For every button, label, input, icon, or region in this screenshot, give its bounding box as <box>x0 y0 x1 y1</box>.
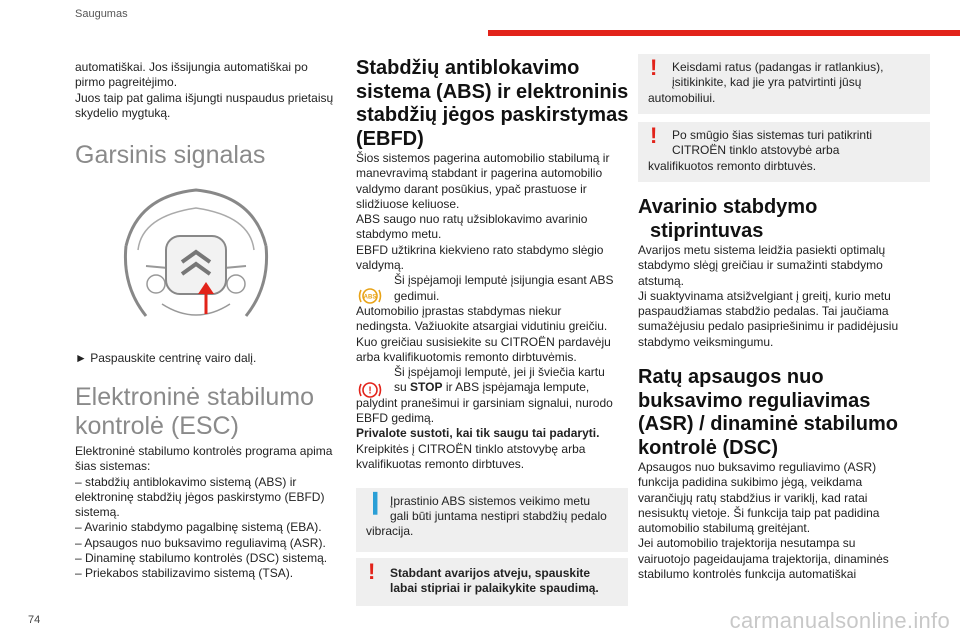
warning-note <box>356 558 628 606</box>
text-line: – Dinaminę stabilumo kontrolės (DSC) sistemą. <box>75 551 328 566</box>
text-line: Stabdant avarijos atveju, spauskite <box>390 566 591 580</box>
eba-title <box>638 196 817 243</box>
text-line: nesisuktų vietoje. Ši funkcija taip pat padidina <box>638 505 880 520</box>
text-line: EBFD užtikrina kiekvieno rato stabdymo slėgio <box>356 242 604 257</box>
text-line: gali būti juntama nestipri stabdžių pedalo <box>390 509 607 523</box>
heading-line: Stabdžių antiblokavimo <box>356 57 580 79</box>
text-line: manevravimą stabdant ir pagerina automobilio <box>356 166 603 181</box>
text-line: Įprastinio ABS sistemos veikimo metu <box>390 494 591 508</box>
heading-line: stiprintuvas <box>650 219 764 242</box>
text-line: Jei automobilio trajektorija nesutampa su <box>638 536 856 551</box>
text-line: Po smūgio šias sistemas turi patikrinti <box>672 128 873 142</box>
horn-title: Garsinis signalas <box>75 141 266 169</box>
text-line: CITROËN tinklo atstovybė arba <box>672 143 840 158</box>
text-line: Ši įspėjamoji lemputė, jei ji šviečia kartu <box>394 365 605 380</box>
text-line: valdymo darant posūkius, ypač prastuose ir <box>356 181 587 196</box>
text-line: automobiliui. <box>648 90 716 105</box>
warning-icon: ! <box>368 559 376 584</box>
svg-text:ABS: ABS <box>363 294 377 301</box>
text-line: Kuo greičiau susisiekite su CITROËN pardavėju <box>356 334 611 349</box>
heading-line: stabdžių jėgos paskirstymas <box>356 104 629 126</box>
heading-line: (ASR) / dinaminė stabilumo <box>638 413 899 435</box>
text-line: automobilio stabilumą greitėjant. <box>638 521 811 536</box>
heading-line: (EBFD) <box>356 127 424 150</box>
text-line: skydelio mygtuką. <box>75 105 171 120</box>
text-line: Ši įspėjamoji lemputė įsijungia esant ABS <box>394 273 614 288</box>
text-line: atstumą. <box>638 273 685 288</box>
svg-text:!: ! <box>368 385 372 397</box>
text-line: funkcija padidina sukibimo jėgą, veikdama <box>638 475 863 490</box>
text-line: elektroninę stabdžių jėgos paskirstymo (EBFD) <box>75 489 325 504</box>
text-span: su <box>394 380 411 395</box>
note-text <box>648 123 873 174</box>
text-line: pirmo pagreitėjimo. <box>75 75 178 90</box>
col1-intro <box>75 60 345 121</box>
heading-line: kontrolė (ESC) <box>75 412 239 440</box>
heading-line: Avarinio stabdymo <box>638 196 818 218</box>
steering-wheel-illustration <box>118 186 274 332</box>
text-span: ir ABS įspėjamąja lempute, <box>442 380 590 395</box>
warning-note-text <box>390 566 599 597</box>
text-line: gedimui. <box>394 288 440 303</box>
text-line: Juos taip pat galima išjungti nuspaudus prietaisų <box>75 90 334 105</box>
heading-line: sistema (ABS) ir elektroninis <box>356 80 629 103</box>
text-line: Avarijos metu sistema leidžia pasiekti optimalų <box>638 243 886 257</box>
text-line: – stabdžių antiblokavimo sistemą (ABS) ir <box>75 474 297 489</box>
watermark: carmanualsonline.info <box>729 608 950 633</box>
text-line: slidžiuose keliuose. <box>356 196 460 211</box>
text-line: stabilumo kontrolės funkcija automatiškai <box>638 567 857 582</box>
text-line: šias sistemas: <box>75 459 151 474</box>
text-line: sumažėjusiu pedalo pasipriešinimu ir padidėjusiu <box>638 319 899 334</box>
text-line: – Priekabos stabilizavimo sistemą (TSA). <box>75 566 294 581</box>
text-line: sistemą. <box>75 505 120 520</box>
warning-icon: ! <box>650 123 658 148</box>
text-line: EBFD gedimą. <box>356 411 435 426</box>
text-line: – Apsaugos nuo buksavimo reguliavimą (ASR). <box>75 535 326 550</box>
wheels-warning-note <box>638 54 930 114</box>
text-line: kvalifikuotos remonto dirbtuvės. <box>648 158 817 173</box>
text-line: vibracija. <box>366 524 414 539</box>
text-line: nedingsta. Važiuokite atsargiai vidutiniu greičiu. <box>356 319 608 334</box>
heading-line: kontrolė (DSC) <box>638 436 778 459</box>
esc-body <box>75 444 360 582</box>
info-note-text <box>390 494 590 509</box>
abs-body <box>356 151 628 472</box>
steering-wheel-icon <box>118 186 274 332</box>
asr-body <box>638 460 933 582</box>
text-line: valdymą. <box>356 258 405 273</box>
page-number: 74 <box>28 614 41 626</box>
text-line: automatiškai. Jos išsijungia automatiškai po <box>75 60 308 74</box>
text-line: stabdymo slėgį greičiau ir sumažinti stabdymo <box>638 258 883 273</box>
note-text <box>648 55 884 106</box>
heading-line: Ratų apsaugos nuo <box>638 366 824 388</box>
section-header: Saugumas <box>75 8 128 20</box>
text-line: stabdymo metu. <box>356 227 442 242</box>
heading-line: buksavimo reguliavimas <box>638 389 871 412</box>
brake-warning-lamp-icon <box>358 380 382 400</box>
text-line: Kreipkitės į CITROËN tinklo atstovybę arba <box>356 441 586 456</box>
eba-body <box>638 243 933 350</box>
text-line: kvalifikuotas remonto dirbtuves. <box>356 456 525 471</box>
text-line: paspaudžiamas stabdžio pedalas. Tai jaučiama <box>638 304 889 319</box>
stop-label: STOP <box>410 380 443 395</box>
text-line: – Avarinio stabdymo pagalbinę sistemą (EBA). <box>75 520 322 535</box>
text-line: Keisdami ratus (padangas ir ratlankius), <box>672 60 884 74</box>
text-line: labai stipriai ir palaikykite spaudimą. <box>390 581 599 596</box>
text-line: Automobilio įprastas stabdymas niekur <box>356 303 562 318</box>
text-line: įsitikinkite, kad jie yra patvirtinti jūsų <box>672 75 862 90</box>
text-line: varančiųjų ratų stabdžius ir variklį, kad ratai <box>638 490 868 505</box>
text-line: palydint pranešimui ir garsiniam signalui, nurodo <box>356 395 613 410</box>
text-line: vairuotojo pageidaujama trajektorija, dinaminės <box>638 551 889 566</box>
horn-step: ► Paspauskite centrinę vairo dalį. <box>75 351 257 365</box>
abs-warning-lamp-icon <box>358 286 382 306</box>
warning-icon: ! <box>650 55 658 80</box>
text-line <box>356 380 628 395</box>
text-line: Elektroninė stabilumo kontrolės programa apima <box>75 444 333 458</box>
text-line: Ji suaktyvinama atsižvelgiant į greitį, kurio metu <box>638 288 891 303</box>
heading-line: Elektroninė stabilumo <box>75 383 315 411</box>
abs-title <box>356 57 628 151</box>
text-line: arba kvalifikuotomis remonto dirbtuvėmis. <box>356 349 577 364</box>
text-line: Privalote sustoti, kai tik saugu tai padaryti. <box>356 426 600 441</box>
text-line: ABS saugo nuo ratų užsiblokavimo avarinio <box>356 212 588 227</box>
text-line: stabdymo veiksmingumu. <box>638 334 774 349</box>
info-icon: ❙ <box>366 489 385 514</box>
info-note <box>356 488 628 552</box>
impact-warning-note <box>638 122 930 182</box>
text-line: Šios sistemos pagerina automobilio stabilumą ir <box>356 151 610 165</box>
asr-title <box>638 366 898 460</box>
esc-title <box>75 383 314 441</box>
text-line: Apsaugos nuo buksavimo reguliavimo (ASR) <box>638 460 877 474</box>
info-note-text-cont <box>366 509 607 540</box>
header-accent-bar <box>488 30 960 36</box>
